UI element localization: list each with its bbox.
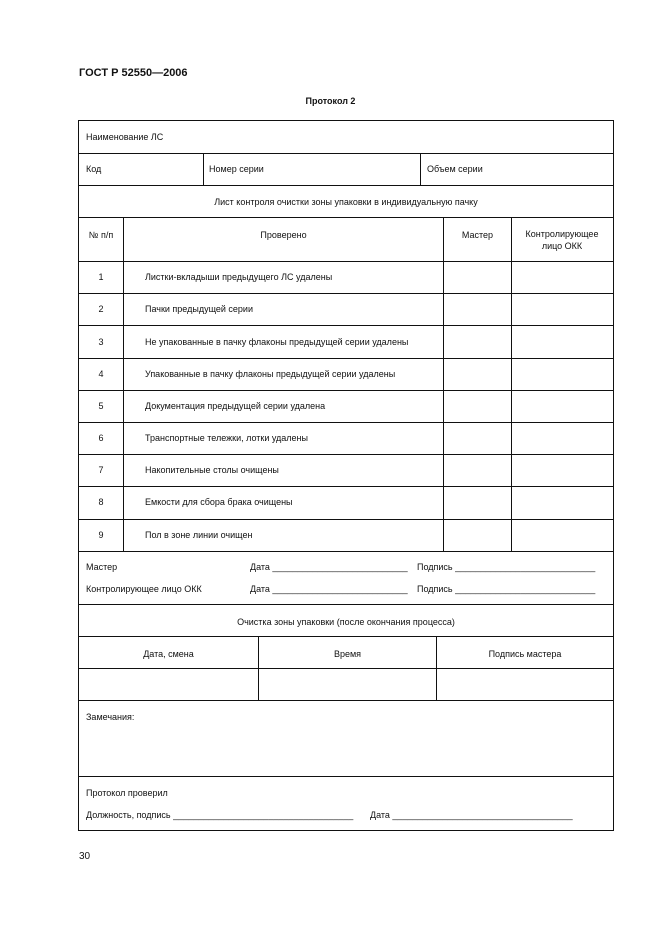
divider	[436, 636, 437, 700]
divider	[79, 153, 613, 154]
cleaning-column-time: Время	[333, 649, 362, 659]
signoff-okk-signature: Подпись ____________________________	[417, 584, 596, 594]
divider	[79, 422, 613, 423]
row-number: 4	[98, 369, 104, 379]
divider	[79, 293, 613, 294]
signoff-okk-label: Контролирующее лицо ОКК	[86, 584, 202, 594]
divider	[79, 261, 613, 262]
column-header-master: Мастер	[461, 230, 494, 240]
row-text: Транспортные тележки, лотки удалены	[145, 433, 308, 443]
signoff-master-label: Мастер	[86, 562, 118, 572]
row-text: Документация предыдущей серии удалена	[145, 401, 326, 411]
code-label: Код	[86, 164, 102, 174]
divider	[79, 551, 613, 552]
divider	[511, 217, 512, 551]
cleaning-title: Очистка зоны упаковки (после окончания процесса)	[237, 617, 455, 627]
divider	[79, 358, 613, 359]
divider	[79, 604, 613, 605]
row-text: Упакованные в пачку флаконы предыдущей серии удалены	[145, 369, 396, 379]
divider	[79, 636, 613, 637]
row-number: 7	[98, 465, 104, 475]
protocol-title: Протокол 2	[305, 96, 356, 106]
row-text: Емкости для сбора брака очищены	[145, 497, 293, 507]
row-number: 2	[98, 304, 104, 314]
series-volume-label: Объем серии	[427, 164, 483, 174]
page-number: 30	[79, 851, 91, 862]
checked-date-line: Дата ____________________________________	[370, 810, 573, 820]
signoff-master-signature: Подпись ____________________________	[417, 562, 596, 572]
column-header-num: № п/п	[88, 230, 114, 240]
divider	[79, 217, 613, 218]
divider	[79, 668, 613, 669]
standard-header: ГОСТ Р 52550—2006	[79, 67, 188, 79]
divider	[79, 185, 613, 186]
series-number-label: Номер серии	[209, 164, 264, 174]
column-header-checked: Проверено	[260, 230, 307, 240]
signoff-okk-date: Дата ___________________________	[250, 584, 408, 594]
checklist-title: Лист контроля очистки зоны упаковки в индивидуальную пачку	[214, 197, 478, 207]
row-number: 6	[98, 433, 104, 443]
row-number: 8	[98, 497, 104, 507]
row-text: Пачки предыдущей серии	[145, 304, 253, 314]
row-number: 3	[98, 337, 104, 347]
divider	[79, 390, 613, 391]
row-number: 5	[98, 401, 104, 411]
divider	[79, 776, 613, 777]
divider	[203, 153, 204, 185]
signoff-master-date: Дата ___________________________	[250, 562, 408, 572]
row-number: 9	[98, 530, 104, 540]
divider	[79, 700, 613, 701]
row-text: Не упакованные в пачку флаконы предыдущей серии удалены	[145, 337, 409, 347]
row-number: 1	[98, 272, 104, 282]
row-text: Накопительные столы очищены	[145, 465, 279, 475]
cleaning-column-master-signature: Подпись мастера	[488, 649, 562, 659]
remarks-label: Замечания:	[86, 712, 135, 722]
position-signature-line: Должность, подпись ____________________________________	[86, 810, 354, 820]
divider	[123, 217, 124, 551]
column-header-controller: Контролирующее лицо ОКК	[525, 229, 599, 251]
row-text: Пол в зоне линии очищен	[145, 530, 253, 540]
drug-name-label: Наименование ЛС	[86, 132, 164, 142]
divider	[443, 217, 444, 551]
divider	[79, 325, 613, 326]
row-text: Листки-вкладыши предыдущего ЛС удалены	[145, 272, 333, 282]
divider	[420, 153, 421, 185]
divider	[79, 519, 613, 520]
protocol-form	[78, 120, 614, 831]
divider	[79, 454, 613, 455]
divider	[258, 636, 259, 700]
cleaning-column-date-shift: Дата, смена	[143, 649, 194, 659]
checked-by-label: Протокол проверил	[86, 788, 168, 798]
divider	[79, 486, 613, 487]
